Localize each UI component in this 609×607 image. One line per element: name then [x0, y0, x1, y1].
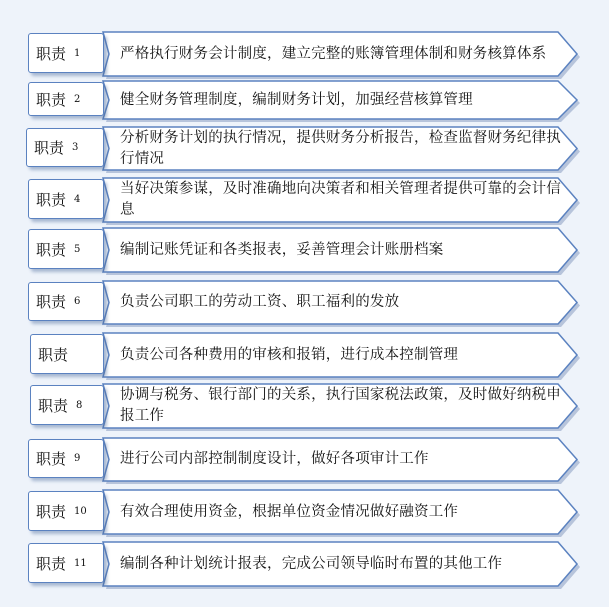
responsibility-row [0, 488, 609, 536]
responsibility-row [0, 79, 609, 121]
responsibility-text: 负责公司各种费用的审核和报销，进行成本控制管理 [120, 346, 459, 363]
label-text: 职责 [36, 190, 67, 209]
label-text: 职责 [36, 450, 67, 468]
responsibility-text: 编制记账凭证和各类报表，妥善管理会计账册档案 [120, 241, 444, 258]
label-text: 职责 [36, 44, 67, 63]
responsibility-label [28, 491, 104, 531]
responsibility-row [0, 540, 609, 588]
responsibility-row [0, 436, 609, 483]
label-number: 10 [74, 505, 87, 517]
responsibility-text: 负责公司职工的劳动工资、职工福利的发放 [120, 294, 400, 310]
responsibility-row [0, 331, 609, 379]
responsibility-row [0, 279, 609, 326]
responsibility-text: 健全财务管理制度，编制财务计划，加强经营核算管理 [120, 91, 473, 108]
responsibility-text: 严格执行财务会计制度，建立完整的账簿管理体制和财务核算体系 [120, 45, 547, 62]
responsibility-row [0, 30, 609, 78]
label-number: 9 [74, 453, 81, 464]
responsibility-label [28, 33, 104, 73]
responsibility-label [28, 282, 104, 321]
label-number: 2 [74, 93, 81, 105]
label-number: 11 [74, 557, 87, 569]
responsibility-row [0, 176, 609, 224]
responsibility-label [28, 229, 104, 269]
label-text: 职责 [38, 396, 69, 415]
label-number: 4 [74, 193, 81, 205]
responsibility-text: 协调与税务、银行部门的关系，执行国家税法政策，及时做好纳税申报工作 [120, 387, 561, 424]
label-number: 3 [72, 142, 79, 153]
label-text: 职责 [36, 240, 67, 259]
label-number: 1 [74, 47, 81, 59]
responsibility-row [0, 226, 609, 274]
responsibility-text: 分析财务计划的执行情况，提供财务分析报告，检查监督财务纪律执行情况 [120, 129, 561, 167]
label-text: 职责 [36, 554, 67, 573]
responsibility-text: 进行公司内部控制制度设计，做好各项审计工作 [120, 451, 429, 467]
responsibility-label [28, 543, 104, 583]
label-text: 职责 [38, 345, 69, 364]
responsibility-text: 编制各种计划统计报表，完成公司领导临时布置的其他工作 [120, 555, 503, 572]
label-text: 职责 [36, 293, 67, 311]
responsibility-text: 当好决策参谋，及时准确地向决策者和相关管理者提供可靠的会计信息 [120, 181, 561, 218]
responsibility-label [30, 334, 104, 374]
responsibility-row [0, 125, 609, 172]
responsibility-label [28, 82, 104, 116]
label-text: 职责 [36, 502, 67, 521]
responsibility-text: 有效合理使用资金，根据单位资金情况做好融资工作 [120, 503, 459, 520]
responsibility-label [26, 128, 104, 167]
label-text: 职责 [34, 139, 65, 157]
responsibility-row [0, 382, 609, 430]
responsibility-label [28, 179, 104, 219]
label-number: 8 [76, 399, 83, 411]
responsibility-label [30, 385, 104, 425]
label-number: 5 [74, 243, 81, 255]
responsibility-label [28, 439, 104, 478]
label-text: 职责 [36, 90, 67, 109]
label-number: 6 [74, 296, 81, 307]
